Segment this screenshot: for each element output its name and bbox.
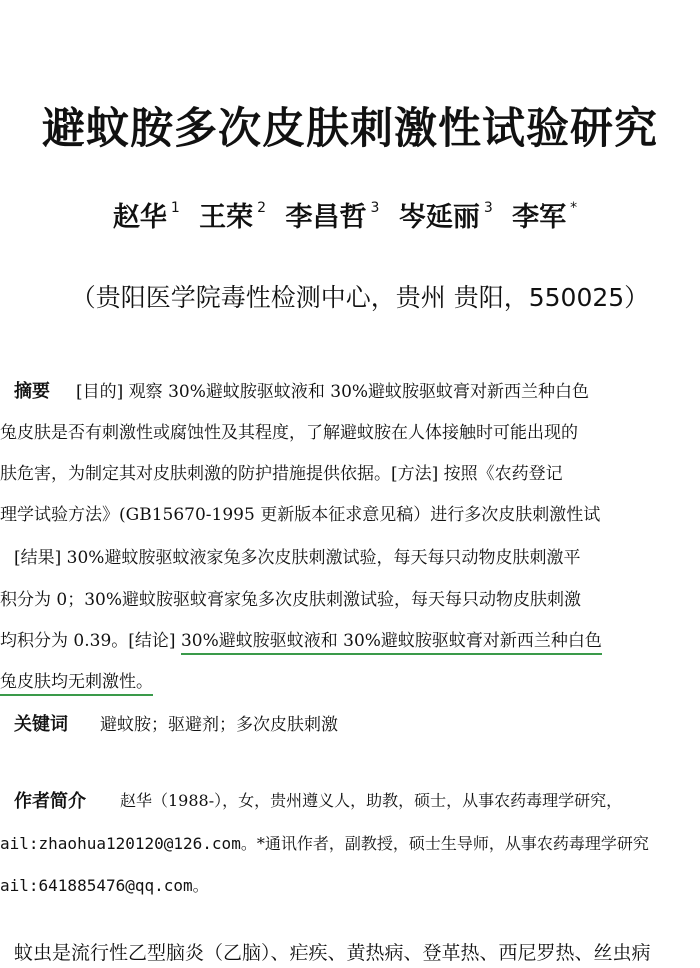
paper-title: 避蚊胺多次皮肤刺激性试验研究 [42, 104, 658, 154]
author-name: 岑延丽 [398, 202, 480, 233]
abstract-line-7 [0, 626, 602, 651]
author-affil-mark: 1 [170, 200, 180, 216]
abstract-line-5: [结果] 30%避蚊胺驱蚊液家兔多次皮肤刺激试验，每天每只动物皮肤刺激平 [14, 548, 581, 568]
abstract-result-end: 均积分为 0.39。 [0, 631, 129, 651]
author-name: 李军 [512, 202, 567, 233]
author-affil-mark: * [570, 200, 578, 216]
author-affil-mark: 3 [483, 200, 493, 216]
conclusion-text-2: 兔皮肤均无刺激性。 [0, 672, 153, 696]
conclusion-prefix: [结论] [128, 631, 181, 651]
conclusion-text-1: 30%避蚊胺驱蚊液和 30%避蚊胺驱蚊膏对新西兰种白色 [181, 631, 602, 655]
body-first-line: 蚊虫是流行性乙型脑炎（乙脑）、疟疾、黄热病、登革热、西尼罗热、丝虫病 [14, 942, 651, 964]
affiliation: （贵阳医学院毒性检测中心，贵州 贵阳，550025） [70, 283, 650, 312]
keywords-text: 避蚊胺；驱避剂；多次皮肤刺激 [100, 715, 338, 735]
abstract-line-2: 兔皮肤是否有刺激性或腐蚀性及其程度，了解避蚊胺在人体接触时可能出现的 [0, 423, 578, 443]
author-email: ail:zhaohua120120@126.com。 [0, 834, 257, 853]
author-affil-mark: 2 [257, 200, 267, 216]
abstract-line-1 [14, 377, 589, 403]
author-bio-text: 赵华（1988-），女，贵州遵义人，助教，硕士，从事农药毒理学研究， [120, 791, 623, 810]
abstract-label: 摘要 [14, 381, 50, 402]
author-list [0, 195, 700, 234]
author-name: 李昌哲 [285, 202, 367, 233]
author-email-line [0, 831, 649, 854]
abstract-line-4: 理学试验方法》(GB15670-1995 更新版本征求意见稿）进行多次皮肤刺激性试 [0, 505, 601, 525]
author-bio-label: 作者简介 [14, 791, 86, 812]
author-name: 赵华 [112, 202, 167, 233]
author-name: 王荣 [199, 202, 254, 233]
abstract-line-8 [0, 667, 153, 692]
abstract-text: [目的] 观察 30%避蚊胺驱蚊液和 30%避蚊胺驱蚊膏对新西兰种白色 [76, 382, 590, 402]
abstract-line-3: 肤危害，为制定其对皮肤刺激的防护措施提供依据。[方法] 按照《农药登记 [0, 464, 563, 484]
corresponding-author-note: *通讯作者，副教授，硕士生导师，从事农药毒理学研究 [256, 834, 649, 853]
author-affil-mark: 3 [370, 200, 380, 216]
corresponding-email: ail:641885476@qq.com。 [0, 876, 209, 895]
abstract-line-6: 积分为 0；30%避蚊胺驱蚊膏家兔多次皮肤刺激试验，每天每只动物皮肤刺激 [0, 590, 582, 610]
keywords-label: 关键词 [14, 714, 68, 735]
